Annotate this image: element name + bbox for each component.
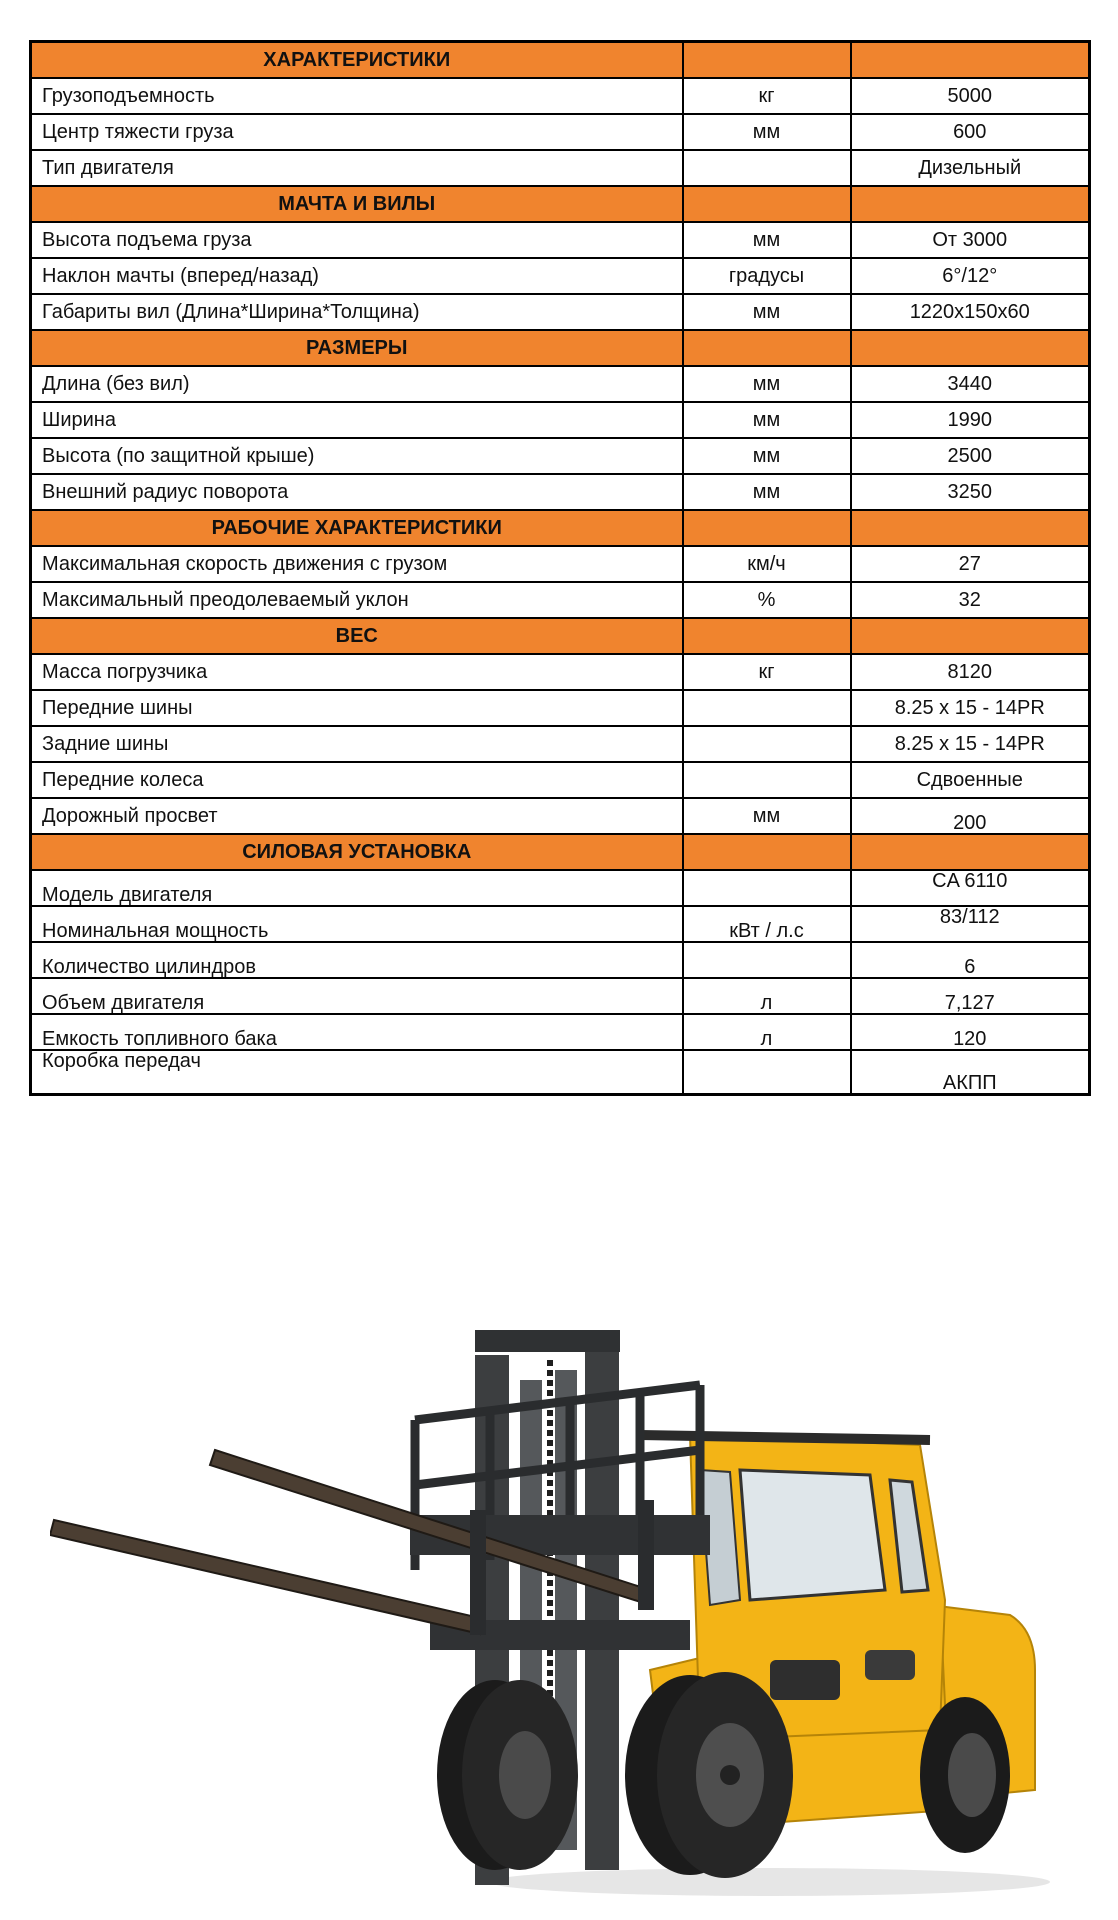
param-name: Дорожный просвет [31,798,683,834]
section-title: РАЗМЕРЫ [31,330,683,366]
table-row [31,150,1090,186]
mast-crossbar [475,1330,620,1352]
param-name: Коробка передач [31,1050,683,1095]
table-row [31,258,1090,294]
front-wheel-right [625,1672,793,1878]
param-unit [683,690,851,726]
param-unit: мм [683,798,851,834]
table-row [31,78,1090,114]
table-row [31,978,1090,1014]
param-unit: мм [683,438,851,474]
param-name: Наклон мачты (вперед/назад) [31,258,683,294]
param-value: 1220х150х60 [851,294,1090,330]
table-row [31,474,1090,510]
section-title: ХАРАКТЕРИСТИКИ [31,42,683,79]
param-value: Сдвоенные [851,762,1090,798]
param-unit: л [683,1014,851,1050]
param-value: 8.25 х 15 - 14PR [851,726,1090,762]
param-name: Номинальная мощность [31,906,683,942]
param-name: Объем двигателя [31,978,683,1014]
param-unit: мм [683,474,851,510]
param-unit [683,1050,851,1095]
table-row [31,1014,1090,1050]
fork-shank-left [470,1510,486,1635]
section-header [31,510,1090,546]
spec-table [29,40,1091,1096]
param-name: Максимальный преодолеваемый уклон [31,582,683,618]
param-value: 8.25 х 15 - 14PR [851,690,1090,726]
table-row [31,798,1090,834]
param-value: 32 [851,582,1090,618]
param-value: От 3000 [851,222,1090,258]
param-unit: мм [683,402,851,438]
param-value: 7,127 [851,978,1090,1014]
param-name: Передние шины [31,690,683,726]
param-unit: мм [683,294,851,330]
table-row [31,366,1090,402]
param-unit [683,150,851,186]
table-row [31,222,1090,258]
param-name: Емкость топливного бака [31,1014,683,1050]
param-name: Максимальная скорость движения с грузом [31,546,683,582]
param-name: Грузоподъемность [31,78,683,114]
param-unit: мм [683,222,851,258]
table-row [31,690,1090,726]
table-row [31,402,1090,438]
ground-shadow [490,1868,1050,1896]
table-row [31,654,1090,690]
table-row [31,294,1090,330]
param-name: Модель двигателя [31,870,683,906]
param-name: Внешний радиус поворота [31,474,683,510]
section-header [31,186,1090,222]
param-value: 6 [851,942,1090,978]
param-value: Дизельный [851,150,1090,186]
param-name: Длина (без вил) [31,366,683,402]
param-value: 3250 [851,474,1090,510]
param-unit: мм [683,366,851,402]
param-name: Тип двигателя [31,150,683,186]
param-unit: кг [683,78,851,114]
param-name: Центр тяжести груза [31,114,683,150]
forklift-illustration [50,1270,1050,1910]
param-unit: км/ч [683,546,851,582]
cabin-window [740,1470,885,1600]
param-unit: кВт / л.с [683,906,851,942]
side-vent [770,1660,840,1700]
table-row [31,942,1090,978]
param-value: 1990 [851,402,1090,438]
param-value: 83/112 [851,906,1090,942]
table-row [31,1050,1090,1095]
section-title: РАБОЧИЕ ХАРАКТЕРИСТИКИ [31,510,683,546]
param-unit [683,726,851,762]
param-value: 600 [851,114,1090,150]
table-row [31,114,1090,150]
param-value: 2500 [851,438,1090,474]
param-name: Задние шины [31,726,683,762]
param-name: Передние колеса [31,762,683,798]
param-value: 3440 [851,366,1090,402]
section-title: СИЛОВАЯ УСТАНОВКА [31,834,683,870]
param-unit [683,942,851,978]
param-value: АКПП [851,1050,1090,1095]
param-value: 8120 [851,654,1090,690]
front-wheel-left [437,1680,578,1870]
param-value: 5000 [851,78,1090,114]
param-unit: кг [683,654,851,690]
overhead-guard [640,1435,930,1440]
param-name: Количество цилиндров [31,942,683,978]
param-value: 200 [851,798,1090,834]
param-name: Масса погрузчика [31,654,683,690]
param-value: 27 [851,546,1090,582]
table-row [31,762,1090,798]
param-unit [683,870,851,906]
param-unit [683,762,851,798]
param-name: Высота подъема груза [31,222,683,258]
param-unit: мм [683,114,851,150]
rear-wheel [920,1697,1010,1853]
fork-shank-right [638,1500,654,1610]
table-row [31,438,1090,474]
table-row [31,582,1090,618]
param-unit: л [683,978,851,1014]
param-name: Высота (по защитной крыше) [31,438,683,474]
table-row [31,870,1090,906]
section-title: МАЧТА И ВИЛЫ [31,186,683,222]
table-row [31,546,1090,582]
door-handle [865,1650,915,1680]
section-title: ВЕС [31,618,683,654]
section-header [31,42,1090,79]
table-row [31,906,1090,942]
param-name: Габариты вил (Длина*Ширина*Толщина) [31,294,683,330]
param-unit: градусы [683,258,851,294]
mast-right-rail [585,1340,619,1870]
section-header [31,834,1090,870]
param-value: 120 [851,1014,1090,1050]
param-value: CA 6110 [851,870,1090,906]
section-header [31,330,1090,366]
param-name: Ширина [31,402,683,438]
table-row [31,726,1090,762]
param-unit: % [683,582,851,618]
param-value: 6°/12° [851,258,1090,294]
section-header [31,618,1090,654]
